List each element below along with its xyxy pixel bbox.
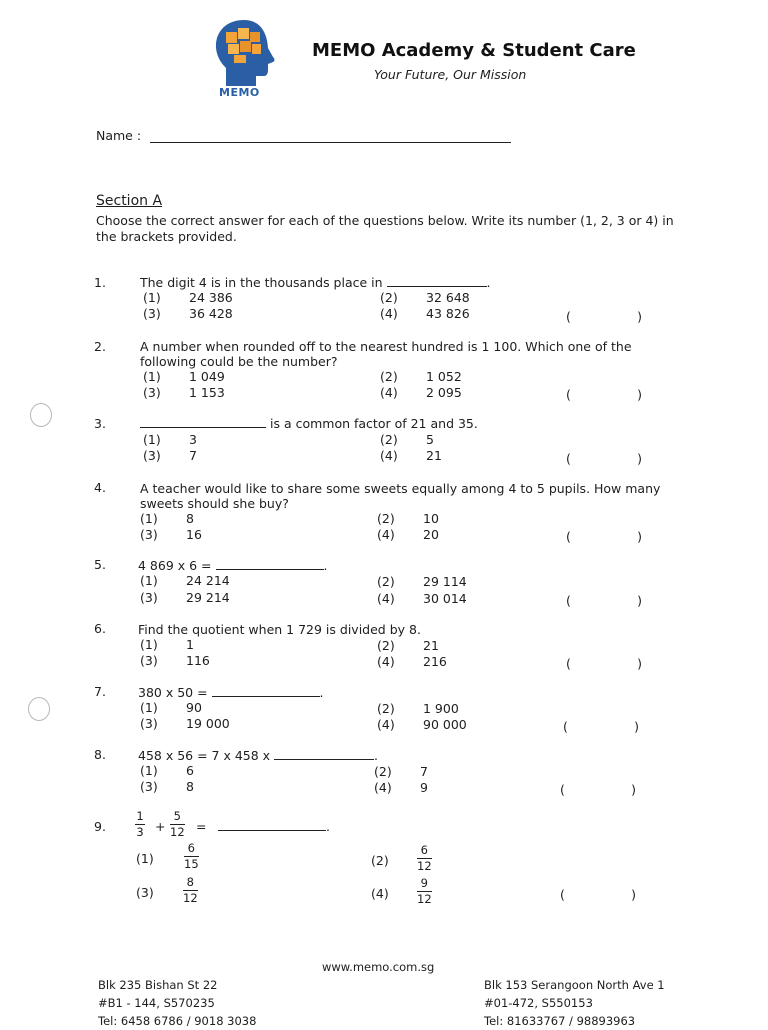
fraction-a bbox=[135, 810, 145, 839]
logo-text: MEMO bbox=[219, 86, 260, 99]
bracket-open: ( bbox=[566, 593, 571, 608]
question-stem: Find the quotient when 1 729 is divided by 8. bbox=[138, 622, 421, 637]
option-label: (2) bbox=[374, 764, 392, 779]
option-2 bbox=[377, 701, 459, 716]
tagline: Your Future, Our Mission bbox=[374, 67, 527, 82]
option-3-fraction bbox=[183, 876, 198, 905]
option-4 bbox=[380, 306, 470, 321]
answer-bracket[interactable] bbox=[566, 529, 642, 544]
stem-text: is a common factor of 21 and 35. bbox=[269, 416, 478, 431]
option-3 bbox=[143, 306, 233, 321]
option-value: 1 052 bbox=[426, 369, 462, 384]
numerator: 6 bbox=[420, 843, 428, 857]
question-number: 6. bbox=[94, 621, 106, 636]
option-value: 43 826 bbox=[426, 306, 470, 321]
option-2 bbox=[377, 511, 439, 526]
punch-hole bbox=[28, 697, 50, 721]
option-1 bbox=[140, 763, 194, 778]
option-value: 216 bbox=[423, 654, 447, 669]
option-3 bbox=[140, 716, 230, 731]
stem-text: The digit 4 is in the thousands place in bbox=[140, 275, 383, 290]
option-label: (2) bbox=[371, 853, 389, 868]
option-3 bbox=[140, 779, 194, 794]
option-value: 24 386 bbox=[189, 290, 233, 305]
section-instructions: Choose the correct answer for each of the questions below. Write its number (1, 2, 3 or 4) in the brackets provided. bbox=[96, 213, 674, 244]
bracket-open: ( bbox=[560, 887, 565, 902]
option-4-fraction bbox=[417, 877, 432, 906]
answer-bracket[interactable] bbox=[566, 451, 642, 466]
option-label: (2) bbox=[377, 511, 395, 526]
option-value: 36 428 bbox=[189, 306, 233, 321]
option-label: (1) bbox=[140, 573, 158, 588]
name-label: Name : bbox=[96, 128, 142, 143]
option-label: (3) bbox=[136, 885, 154, 900]
question-number: 3. bbox=[94, 416, 106, 431]
option-value: 32 648 bbox=[426, 290, 470, 305]
phone-line: Tel: 81633767 / 98893963 bbox=[484, 1014, 636, 1028]
option-4 bbox=[377, 717, 467, 732]
denominator: 12 bbox=[183, 891, 198, 905]
option-value: 21 bbox=[426, 448, 442, 463]
footer-website: www.memo.com.sg bbox=[322, 960, 435, 974]
plus-sign: + bbox=[155, 819, 166, 834]
bracket-close: ) bbox=[637, 529, 642, 544]
option-2-fraction bbox=[417, 844, 432, 873]
denominator: 12 bbox=[417, 892, 432, 906]
footer-address-left bbox=[98, 976, 256, 1030]
option-label: (2) bbox=[377, 701, 395, 716]
option-label: (2) bbox=[380, 290, 398, 305]
question-stem bbox=[140, 275, 680, 290]
option-value: 2 095 bbox=[426, 385, 462, 400]
footer-address-right bbox=[484, 976, 665, 1030]
bracket-close: ) bbox=[634, 719, 639, 734]
option-1 bbox=[140, 637, 194, 652]
option-label: (2) bbox=[377, 574, 395, 589]
question-number: 1. bbox=[94, 275, 106, 290]
option-value: 1 049 bbox=[189, 369, 225, 384]
numerator: 1 bbox=[136, 809, 144, 823]
option-1-fraction bbox=[184, 842, 199, 871]
question-stem bbox=[138, 748, 678, 763]
option-label: (1) bbox=[143, 369, 161, 384]
option-value: 8 bbox=[186, 779, 194, 794]
option-value: 116 bbox=[186, 653, 210, 668]
option-label: (4) bbox=[374, 780, 392, 795]
option-value: 29 114 bbox=[423, 574, 467, 589]
question-stem bbox=[138, 685, 678, 700]
option-label: (4) bbox=[380, 306, 398, 321]
question-number: 2. bbox=[94, 339, 106, 354]
option-label: (3) bbox=[140, 527, 158, 542]
stem-text: 380 x 50 = bbox=[138, 685, 208, 700]
option-4 bbox=[380, 385, 462, 400]
answer-bracket[interactable] bbox=[566, 309, 642, 324]
option-2 bbox=[380, 432, 434, 447]
option-value: 30 014 bbox=[423, 591, 467, 606]
question-stem bbox=[140, 416, 680, 431]
answer-blank bbox=[274, 749, 374, 760]
answer-blank bbox=[212, 686, 320, 697]
option-1 bbox=[140, 511, 194, 526]
numerator: 6 bbox=[187, 841, 195, 855]
option-value: 7 bbox=[189, 448, 197, 463]
option-2 bbox=[380, 290, 470, 305]
option-value: 8 bbox=[186, 511, 194, 526]
numerator: 9 bbox=[420, 876, 428, 890]
question-stem: A teacher would like to share some sweets equally among 4 to 5 pupils. How many sweets should she buy? bbox=[140, 481, 661, 511]
numerator: 5 bbox=[173, 809, 181, 823]
option-label: (3) bbox=[140, 716, 158, 731]
option-value: 1 bbox=[186, 637, 194, 652]
brain-head-logo-icon bbox=[210, 18, 276, 88]
answer-bracket[interactable] bbox=[563, 719, 639, 734]
stem-text: 4 869 x 6 = bbox=[138, 558, 212, 573]
denominator: 12 bbox=[170, 825, 185, 839]
stem-text: . bbox=[374, 748, 379, 763]
option-label: (3) bbox=[143, 385, 161, 400]
option-value: 6 bbox=[186, 763, 194, 778]
option-1 bbox=[143, 290, 233, 305]
option-3 bbox=[140, 653, 210, 668]
option-value: 20 bbox=[423, 527, 439, 542]
answer-bracket[interactable] bbox=[560, 887, 636, 902]
option-3 bbox=[140, 527, 202, 542]
option-2 bbox=[374, 764, 428, 779]
question-number: 9. bbox=[94, 819, 106, 834]
option-3 bbox=[143, 448, 197, 463]
option-value: 9 bbox=[420, 780, 428, 795]
option-label: (4) bbox=[380, 385, 398, 400]
punch-hole bbox=[30, 403, 52, 427]
option-label: (1) bbox=[136, 851, 154, 866]
denominator: 12 bbox=[417, 859, 432, 873]
bracket-close: ) bbox=[631, 887, 636, 902]
address-line: Blk 153 Serangoon North Ave 1 bbox=[484, 978, 665, 992]
stem-text: . bbox=[326, 819, 330, 834]
option-label: (3) bbox=[140, 779, 158, 794]
option-label: (1) bbox=[140, 763, 158, 778]
option-label: (4) bbox=[377, 527, 395, 542]
question-number: 7. bbox=[94, 684, 106, 699]
option-label: (3) bbox=[140, 590, 158, 605]
equals-sign: = bbox=[196, 819, 207, 834]
bracket-close: ) bbox=[637, 309, 642, 324]
stem-text: . bbox=[323, 558, 328, 573]
bracket-open: ( bbox=[566, 451, 571, 466]
stem-text: . bbox=[486, 275, 491, 290]
section-title: Section A bbox=[96, 193, 163, 209]
option-1 bbox=[143, 432, 197, 447]
option-4 bbox=[374, 780, 428, 795]
option-label: (3) bbox=[140, 653, 158, 668]
bracket-open: ( bbox=[566, 309, 571, 324]
answer-bracket[interactable] bbox=[566, 387, 642, 402]
option-2 bbox=[380, 369, 462, 384]
address-line: Blk 235 Bishan St 22 bbox=[98, 978, 218, 992]
option-label: (1) bbox=[140, 511, 158, 526]
option-value: 1 153 bbox=[189, 385, 225, 400]
option-value: 16 bbox=[186, 527, 202, 542]
bracket-close: ) bbox=[637, 451, 642, 466]
name-answer-line[interactable] bbox=[150, 142, 511, 143]
option-value: 90 bbox=[186, 700, 202, 715]
option-value: 19 000 bbox=[186, 716, 230, 731]
question-stem bbox=[218, 819, 330, 834]
bracket-close: ) bbox=[637, 387, 642, 402]
option-label: (1) bbox=[143, 432, 161, 447]
option-value: 21 bbox=[423, 638, 439, 653]
option-4 bbox=[377, 527, 439, 542]
option-2 bbox=[377, 574, 467, 589]
option-4 bbox=[377, 591, 467, 606]
option-4 bbox=[377, 654, 447, 669]
org-name: MEMO Academy & Student Care bbox=[312, 40, 636, 61]
option-label: (3) bbox=[143, 306, 161, 321]
stem-text: 458 x 56 = 7 x 458 x bbox=[138, 748, 271, 763]
bracket-open: ( bbox=[566, 529, 571, 544]
option-label: (4) bbox=[377, 654, 395, 669]
option-label: (1) bbox=[143, 290, 161, 305]
answer-blank bbox=[218, 820, 326, 831]
option-4 bbox=[380, 448, 442, 463]
option-3 bbox=[140, 590, 230, 605]
option-2 bbox=[377, 638, 439, 653]
numerator: 8 bbox=[186, 875, 194, 889]
question-stem bbox=[138, 558, 678, 573]
bracket-open: ( bbox=[566, 387, 571, 402]
option-label: (4) bbox=[371, 886, 389, 901]
question-stem: A number when rounded off to the nearest hundred is 1 100. Which one of the following could be the number? bbox=[140, 339, 632, 369]
bracket-close: ) bbox=[637, 656, 642, 671]
bracket-open: ( bbox=[563, 719, 568, 734]
stem-text: . bbox=[319, 685, 324, 700]
option-value: 5 bbox=[426, 432, 434, 447]
option-label: (4) bbox=[377, 591, 395, 606]
bracket-open: ( bbox=[560, 782, 565, 797]
address-line: #01-472, S550153 bbox=[484, 996, 593, 1010]
option-value: 10 bbox=[423, 511, 439, 526]
answer-bracket[interactable] bbox=[566, 656, 642, 671]
answer-blank bbox=[140, 417, 266, 428]
option-value: 1 900 bbox=[423, 701, 459, 716]
phone-line: Tel: 6458 6786 / 9018 3038 bbox=[98, 1014, 257, 1028]
bracket-open: ( bbox=[566, 656, 571, 671]
bracket-close: ) bbox=[631, 782, 636, 797]
answer-bracket[interactable] bbox=[560, 782, 636, 797]
bracket-close: ) bbox=[637, 593, 642, 608]
option-label: (1) bbox=[140, 637, 158, 652]
option-1 bbox=[140, 573, 230, 588]
denominator: 3 bbox=[136, 825, 144, 839]
option-label: (2) bbox=[380, 369, 398, 384]
option-label: (3) bbox=[143, 448, 161, 463]
option-label: (2) bbox=[377, 638, 395, 653]
option-label: (4) bbox=[380, 448, 398, 463]
address-line: #B1 - 144, S570235 bbox=[98, 996, 215, 1010]
option-1 bbox=[140, 700, 202, 715]
question-number: 8. bbox=[94, 747, 106, 762]
option-value: 90 000 bbox=[423, 717, 467, 732]
answer-blank bbox=[387, 276, 487, 287]
option-value: 29 214 bbox=[186, 590, 230, 605]
option-label: (4) bbox=[377, 717, 395, 732]
option-value: 3 bbox=[189, 432, 197, 447]
answer-bracket[interactable] bbox=[566, 593, 642, 608]
option-label: (1) bbox=[140, 700, 158, 715]
option-1 bbox=[143, 369, 225, 384]
denominator: 15 bbox=[184, 857, 199, 871]
option-value: 24 214 bbox=[186, 573, 230, 588]
question-number: 4. bbox=[94, 480, 106, 495]
answer-blank bbox=[216, 559, 324, 570]
fraction-b bbox=[170, 810, 185, 839]
option-3 bbox=[143, 385, 225, 400]
option-label: (2) bbox=[380, 432, 398, 447]
question-number: 5. bbox=[94, 557, 106, 572]
option-value: 7 bbox=[420, 764, 428, 779]
